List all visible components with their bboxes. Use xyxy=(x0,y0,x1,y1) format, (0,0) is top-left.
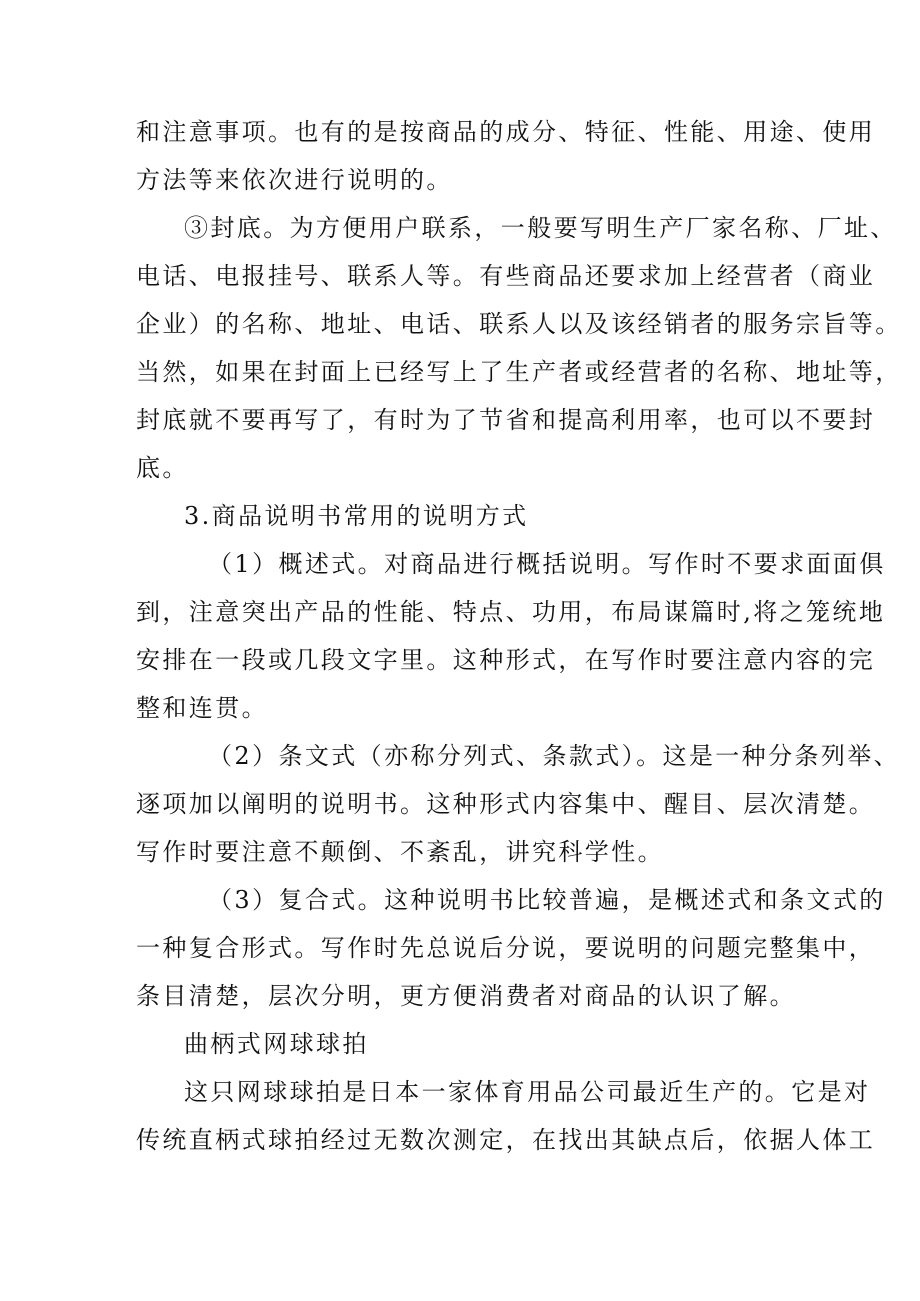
text-line: 当然，如果在封面上已经写上了生产者或经营者的名称、地址等， xyxy=(136,358,902,386)
section-heading: 3.商品说明书常用的说明方式 xyxy=(184,502,529,530)
text-line: 企业）的名称、地址、电话、联系人以及该经销者的服务宗旨等。 xyxy=(136,310,902,338)
text-line: （2）条文式（亦称分列式、条款式）。这是一种分条列举、 xyxy=(208,742,901,770)
text-line: 整和连贯。 xyxy=(136,694,268,722)
text-line: 写作时要注意不颠倒、不紊乱，讲究科学性。 xyxy=(136,838,664,866)
example-title: 曲柄式网球球拍 xyxy=(184,1030,369,1058)
text-line: （1）概述式。对商品进行概括说明。写作时不要求面面俱 xyxy=(208,550,886,578)
text-line: 一种复合形式。写作时先总说后分说，要说明的问题完整集中， xyxy=(136,934,876,962)
text-line: 安排在一段或几段文字里。这种形式，在写作时要注意内容的完 xyxy=(136,646,876,674)
text-line: 电话、电报挂号、联系人等。有些商品还要求加上经营者（商业 xyxy=(136,262,876,290)
text-line: 条目清楚，层次分明，更方便消费者对商品的认识了解。 xyxy=(136,982,796,1010)
text-line: 封底就不要再写了，有时为了节省和提高利用率，也可以不要封 xyxy=(136,406,876,434)
text-line: ③封底。为方便用户联系，一般要写明生产厂家名称、厂址、 xyxy=(184,214,897,242)
text-line: 底。 xyxy=(136,454,189,482)
text-line: 和注意事项。也有的是按商品的成分、特征、性能、用途、使用 xyxy=(136,118,876,146)
text-line: 这只网球球拍是日本一家体育用品公司最近生产的。它是对 xyxy=(184,1078,871,1106)
text-line: 方法等来依次进行说明的。 xyxy=(136,166,453,194)
text-line: （3）复合式。这种说明书比较普遍，是概述式和条文式的 xyxy=(208,886,886,914)
text-line: 传统直柄式球拍经过无数次测定，在找出其缺点后，依据人体工 xyxy=(136,1126,876,1154)
text-line: 逐项加以阐明的说明书。这种形式内容集中、醒目、层次清楚。 xyxy=(136,790,876,818)
text-line: 到，注意突出产品的性能、特点、功用，布局谋篇时,将之笼统地 xyxy=(136,598,886,626)
